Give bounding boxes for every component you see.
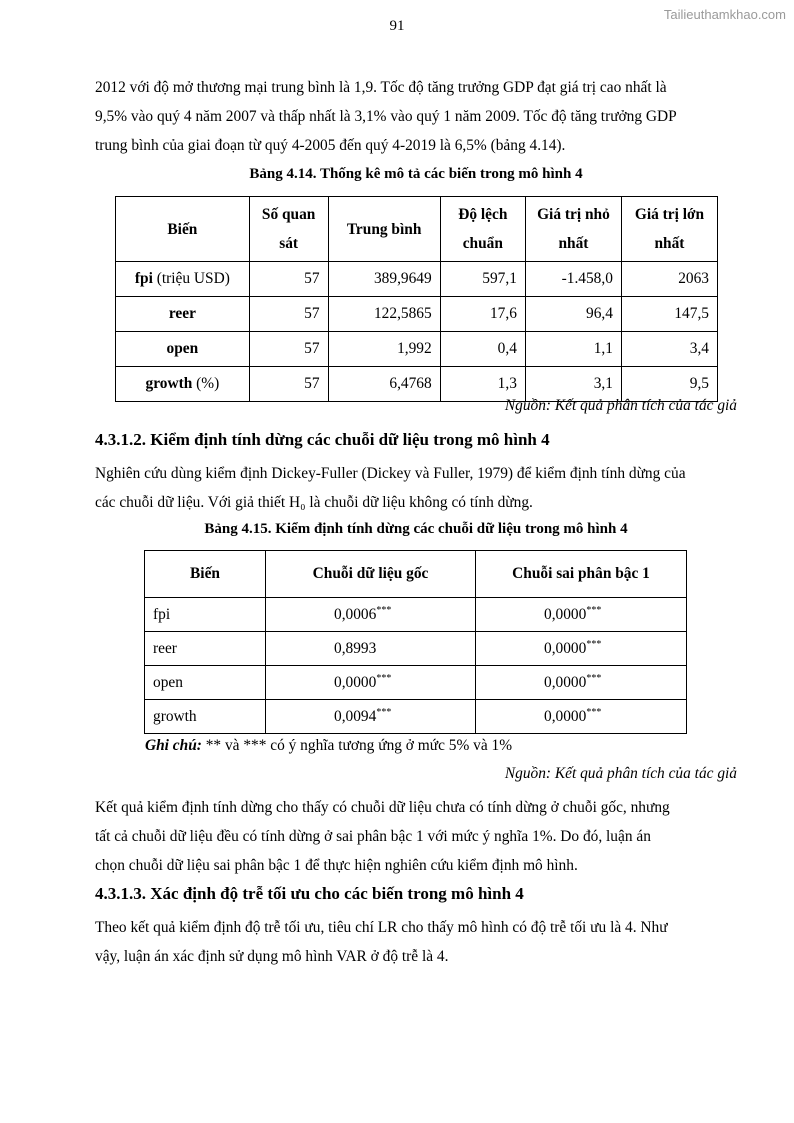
section-heading-4312: 4.3.1.2. Kiểm định tính dừng các chuỗi dữ liệu trong mô hình 4 (95, 430, 550, 449)
p-value: 0,0000 (544, 673, 587, 691)
table-header-cell: Số quan sát (249, 197, 328, 262)
table-cell: 57 (249, 332, 328, 367)
section-heading-4313: 4.3.1.3. Xác định độ trễ tối ưu cho các biến trong mô hình 4 (95, 884, 524, 903)
significance-mark: *** (586, 672, 602, 684)
table-row (145, 598, 687, 632)
table-cell (476, 632, 687, 666)
significance-mark: *** (586, 604, 602, 616)
variable-cell (116, 367, 250, 402)
text-line: các chuỗi dữ liệu. Với giả thiết H₀ là chuỗi dữ liệu không có tính dừng. (95, 494, 533, 511)
table-row (145, 632, 687, 666)
table-cell: 1,992 (328, 332, 440, 367)
text-line: 9,5% vào quý 4 năm 2007 và thấp nhất là 3,1% vào quý 1 năm 2009. Tốc độ tăng trưởng GDP (95, 108, 677, 125)
table1-source: Nguồn: Kết quả phân tích của tác giả (504, 397, 737, 414)
variable-unit: (%) (192, 375, 220, 392)
table-cell: growth (145, 700, 266, 734)
table-cell: 17,6 (440, 297, 525, 332)
table-cell: 3,1 (525, 367, 621, 402)
stationarity-test-table (144, 550, 687, 734)
variable-cell (116, 262, 250, 297)
table-cell: 122,5865 (328, 297, 440, 332)
table-cell: 389,9649 (328, 262, 440, 297)
table-header-cell: Biến (145, 551, 266, 598)
variable-name: open (166, 340, 199, 357)
p-value: 0,0006 (334, 605, 377, 623)
p-value: 0,0000 (544, 605, 587, 623)
table-header-cell: Chuỗi dữ liệu gốc (266, 551, 476, 598)
intro-paragraph (95, 73, 737, 160)
section-4312-paragraph (95, 459, 737, 517)
table-row (145, 700, 687, 734)
table-row (116, 262, 718, 297)
table-header-cell: Giá trị nhỏ nhất (525, 197, 621, 262)
table-cell (266, 700, 476, 734)
table-header-cell: Độ lệch chuẩn (440, 197, 525, 262)
table-cell: 1,3 (440, 367, 525, 402)
table2-source: Nguồn: Kết quả phân tích của tác giả (504, 765, 737, 782)
variable-unit: (triệu USD) (152, 270, 230, 287)
table-cell (266, 598, 476, 632)
significance-mark: *** (376, 604, 392, 616)
table-row (145, 666, 687, 700)
variable-cell (116, 332, 250, 367)
table-cell (476, 666, 687, 700)
p-value: 0,0000 (544, 639, 587, 657)
table-cell: 3,4 (621, 332, 717, 367)
text-line: Kết quả kiểm định tính dừng cho thấy có chuỗi dữ liệu chưa có tính dừng ở chuỗi gốc, nhưng (95, 799, 670, 816)
p-value: 0,0094 (334, 707, 377, 725)
note-label: Ghi chú: (145, 737, 202, 754)
table-cell: 96,4 (525, 297, 621, 332)
significance-mark: *** (586, 706, 602, 718)
table-row (116, 297, 718, 332)
table-header-cell: Trung bình (328, 197, 440, 262)
table-cell (266, 666, 476, 700)
note-text: ** và *** có ý nghĩa tương ứng ở mức 5% và 1% (201, 737, 513, 754)
table-row (116, 332, 718, 367)
text-line: Theo kết quả kiểm định độ trễ tối ưu, tiêu chí LR cho thấy mô hình có độ trễ tối ưu là 4. Như (95, 919, 668, 936)
table-cell: reer (145, 632, 266, 666)
significance-mark: *** (376, 672, 392, 684)
text-line: trung bình của giai đoạn từ quý 4-2005 đến quý 4-2019 là 6,5% (bảng 4.14). (95, 137, 566, 154)
table1-caption: Bảng 4.14. Thống kê mô tả các biến trong mô hình 4 (249, 166, 583, 182)
table-cell: 6,4768 (328, 367, 440, 402)
table-cell (476, 598, 687, 632)
table2-note (145, 737, 512, 755)
text-line: vậy, luận án xác định sử dụng mô hình VAR ở độ trễ là 4. (95, 948, 449, 965)
table-header-row (145, 551, 687, 598)
table-cell (266, 632, 476, 666)
table-cell: 597,1 (440, 262, 525, 297)
table-header-cell: Biến (116, 197, 250, 262)
p-value: 0,0000 (334, 673, 377, 691)
section-4313-paragraph (95, 913, 737, 971)
table-cell: fpi (145, 598, 266, 632)
text-line: 2012 với độ mở thương mại trung bình là 1,9. Tốc độ tăng trưởng GDP đạt giá trị cao nhất là (95, 79, 667, 96)
text-line: tất cả chuỗi dữ liệu đều có tính dừng ở sai phân bậc 1 với mức ý nghĩa 1%. Do đó, luận án (95, 828, 651, 845)
p-value: 0,0000 (544, 707, 587, 725)
page-number: 91 (389, 18, 405, 34)
table-cell: 1,1 (525, 332, 621, 367)
descriptive-stats-table (115, 196, 718, 402)
variable-name: reer (168, 305, 196, 322)
table-header-cell: Chuỗi sai phân bậc 1 (476, 551, 687, 598)
significance-mark: *** (586, 638, 602, 650)
table-cell: 9,5 (621, 367, 717, 402)
variable-name: fpi (134, 270, 153, 287)
table-cell: 57 (249, 262, 328, 297)
result-paragraph (95, 793, 737, 880)
text-line: chọn chuỗi dữ liệu sai phân bậc 1 để thực hiện nghiên cứu kiểm định mô hình. (95, 857, 578, 874)
table-cell: -1.458,0 (525, 262, 621, 297)
table-cell: open (145, 666, 266, 700)
variable-cell (116, 297, 250, 332)
text-line: Nghiên cứu dùng kiểm định Dickey-Fuller (Dickey và Fuller, 1979) để kiểm định tính dừng của (95, 465, 686, 482)
table-header-row (116, 197, 718, 262)
variable-name: growth (145, 375, 193, 392)
watermark: Tailieuthamkhao.com (663, 7, 786, 22)
table-cell: 57 (249, 367, 328, 402)
table-cell: 2063 (621, 262, 717, 297)
table-cell: 57 (249, 297, 328, 332)
table-header-cell: Giá trị lớn nhất (621, 197, 717, 262)
table-cell (476, 700, 687, 734)
p-value: 0,8993 (334, 639, 377, 657)
table-cell: 0,4 (440, 332, 525, 367)
significance-mark: *** (376, 706, 392, 718)
table2-caption: Bảng 4.15. Kiểm định tính dừng các chuỗi dữ liệu trong mô hình 4 (204, 521, 628, 537)
table-cell: 147,5 (621, 297, 717, 332)
